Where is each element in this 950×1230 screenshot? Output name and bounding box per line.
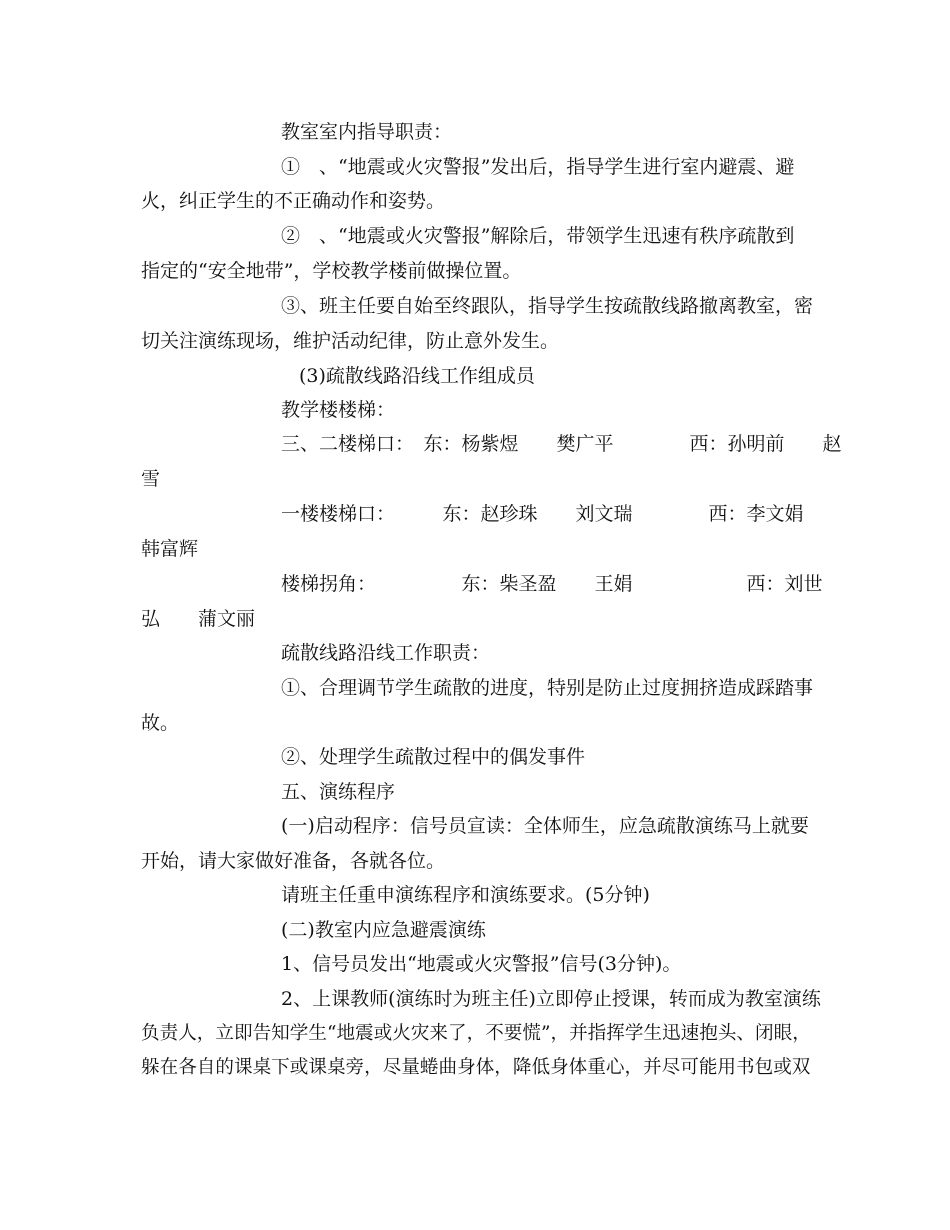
text-line: ①、合理调节学生疏散的进度，特别是防止过度拥挤造成踩踏事 (281, 677, 814, 699)
text-line: (一)启动程序：信号员宣读：全体师生，应急疏散演练马上就要 (281, 815, 809, 837)
text-line: (二)教室内应急避震演练 (281, 919, 486, 941)
text-line: 雪 (141, 468, 161, 490)
text-line: 切关注演练现场，维护活动纪律，防止意外发生。 (141, 330, 560, 352)
text-line: 楼梯拐角： 东：柴圣盈 王娟 西：刘世 (281, 573, 823, 595)
text-line: 故。 (141, 712, 180, 734)
text-line: 一楼楼梯口： 东：赵珍珠 刘文瑞 西：李文娟 (281, 503, 804, 525)
text-line: 疏散线路沿线工作职责： (281, 642, 491, 664)
text-line: ② 、“地震或火灾警报”解除后，带领学生迅速有秩序疏散到 (281, 225, 795, 247)
text-line: ① 、“地震或火灾警报”发出后，指导学生进行室内避震、避 (281, 156, 795, 178)
text-line: 三、二楼梯口： 东：杨紫煜 樊广平 西：孙明前 赵 (281, 433, 842, 455)
text-line: ②、处理学生疏散过程中的偶发事件 (281, 746, 586, 768)
text-line: 教室室内指导职责： (281, 121, 453, 143)
text-line: (3)疏散线路沿线工作组成员 (299, 365, 535, 387)
text-line: 指定的“安全地带”，学校教学楼前做操位置。 (141, 260, 522, 282)
text-line: 躲在各自的课桌下或课桌旁，尽量蜷曲身体，降低身体重心，并尽可能用书包或双 (141, 1057, 811, 1078)
text-line: 五、演练程序 (281, 781, 396, 803)
text-line: 韩富辉 (141, 538, 199, 560)
text-line: 请班主任重申演练程序和演练要求。(5分钟) (281, 884, 650, 906)
text-line: 弘 蒲文丽 (141, 608, 256, 630)
text-line: 负责人，立即告知学生“地震或火灾来了，不要慌”，并指挥学生迅速抱头、闭眼， (141, 1023, 811, 1044)
text-line: 2、上课教师(演练时为班主任)立即停止授课，转而成为教室演练 (281, 988, 821, 1010)
text-line: 教学楼楼梯： (281, 399, 396, 421)
text-line: 1、信号员发出“地震或火灾警报”信号(3分钟)。 (281, 953, 682, 975)
text-line: ③、班主任要自始至终跟队，指导学生按疏散线路撤离教室，密 (281, 295, 814, 317)
text-line: 开始，请大家做好准备，各就各位。 (141, 850, 446, 872)
text-line: 火，纠正学生的不正确动作和姿势。 (141, 190, 446, 212)
